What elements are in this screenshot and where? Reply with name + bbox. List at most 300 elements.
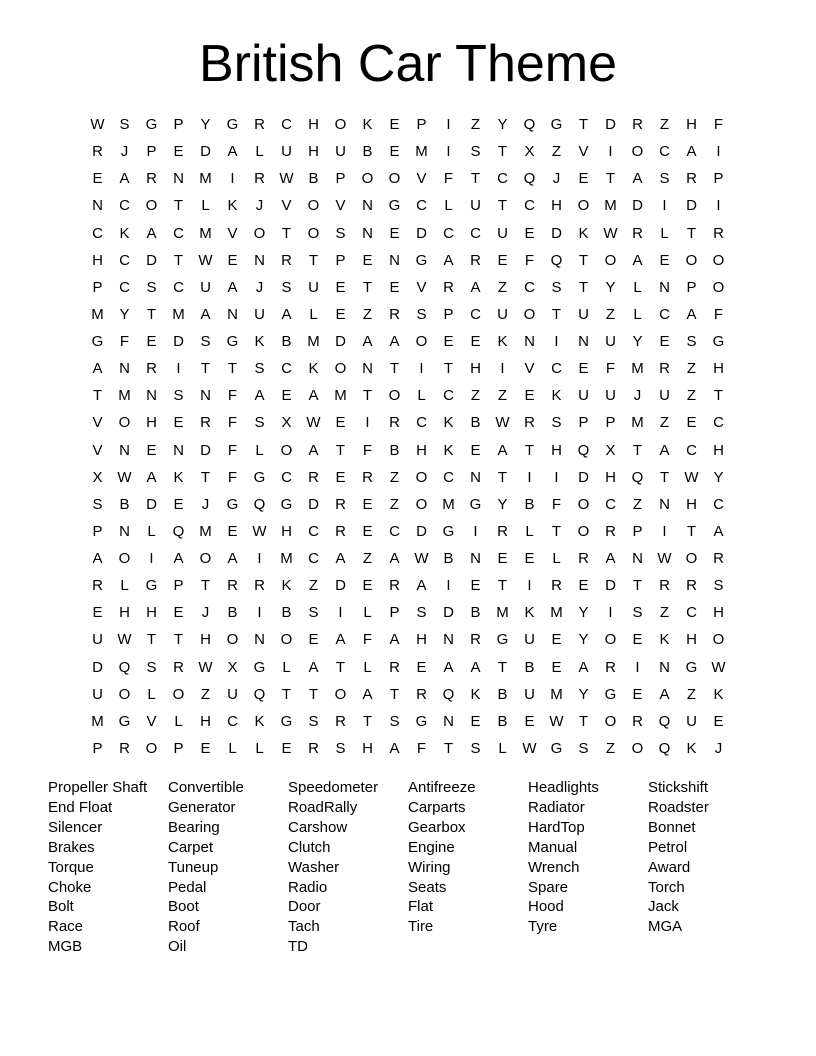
grid-letter[interactable]: V (524, 360, 535, 378)
grid-letter[interactable]: Y (497, 495, 508, 513)
grid-letter[interactable]: C (281, 360, 292, 378)
grid-letter[interactable]: I (230, 170, 235, 188)
grid-letter[interactable]: D (200, 441, 211, 459)
grid-letter[interactable]: C (281, 468, 292, 486)
grid-letter[interactable]: T (308, 251, 319, 269)
grid-letter[interactable]: S (551, 414, 562, 432)
grid-letter[interactable]: E (659, 251, 670, 269)
grid-letter[interactable]: M (415, 143, 428, 161)
grid-letter[interactable]: Q (631, 468, 644, 486)
grid-letter[interactable]: U (92, 631, 103, 649)
grid-letter[interactable]: C (281, 116, 292, 133)
grid-letter[interactable]: R (254, 170, 265, 188)
grid-letter[interactable]: R (146, 360, 157, 378)
grid-letter[interactable]: M (604, 197, 617, 215)
grid-letter[interactable]: B (470, 414, 481, 432)
grid-letter[interactable]: A (335, 550, 346, 567)
grid-letter[interactable]: H (119, 604, 130, 622)
grid-letter[interactable]: S (416, 604, 427, 622)
grid-letter[interactable]: E (497, 550, 508, 567)
grid-letter[interactable]: D (416, 522, 427, 540)
grid-letter[interactable]: L (525, 522, 534, 540)
grid-letter[interactable]: A (92, 360, 103, 378)
grid-letter[interactable]: L (363, 604, 372, 622)
grid-letter[interactable]: H (713, 604, 724, 622)
grid-letter[interactable]: R (497, 522, 508, 540)
grid-letter[interactable]: P (92, 522, 103, 540)
grid-letter[interactable]: T (281, 224, 292, 242)
grid-letter[interactable]: R (308, 468, 319, 486)
grid-letter[interactable]: E (335, 278, 346, 296)
grid-letter[interactable]: G (469, 495, 482, 513)
grid-letter[interactable]: H (416, 441, 427, 459)
grid-letter[interactable]: F (227, 468, 238, 486)
grid-letter[interactable]: O (523, 305, 536, 323)
grid-letter[interactable]: K (308, 360, 319, 378)
grid-letter[interactable]: F (605, 360, 616, 378)
grid-letter[interactable]: F (227, 414, 238, 432)
grid-letter[interactable]: B (470, 604, 481, 622)
grid-letter[interactable]: H (713, 360, 724, 378)
grid-letter[interactable]: R (632, 224, 643, 242)
grid-letter[interactable]: A (227, 143, 238, 161)
grid-letter[interactable]: O (631, 143, 644, 161)
grid-letter[interactable]: R (524, 414, 535, 432)
grid-letter[interactable]: P (686, 278, 697, 296)
grid-letter[interactable]: Z (362, 305, 373, 323)
grid-letter[interactable]: S (470, 143, 481, 161)
grid-letter[interactable]: W (522, 739, 537, 757)
grid-letter[interactable]: C (92, 224, 103, 242)
grid-letter[interactable]: E (362, 495, 373, 513)
grid-letter[interactable]: P (92, 278, 103, 296)
grid-letter[interactable]: R (551, 577, 562, 595)
grid-letter[interactable]: A (389, 739, 400, 757)
grid-letter[interactable]: T (362, 278, 373, 296)
grid-letter[interactable]: W (495, 414, 510, 432)
grid-letter[interactable]: W (711, 658, 726, 676)
grid-letter[interactable]: I (446, 116, 451, 133)
grid-letter[interactable]: E (281, 739, 292, 757)
grid-letter[interactable]: B (281, 604, 292, 622)
grid-letter[interactable]: R (632, 712, 643, 730)
grid-letter[interactable]: G (226, 116, 239, 133)
grid-letter[interactable]: Y (119, 305, 130, 323)
grid-letter[interactable]: B (227, 604, 238, 622)
grid-letter[interactable]: D (443, 604, 454, 622)
grid-letter[interactable]: O (199, 550, 212, 567)
grid-letter[interactable]: G (388, 197, 401, 215)
grid-letter[interactable]: T (578, 251, 589, 269)
grid-letter[interactable]: A (92, 550, 103, 567)
grid-letter[interactable]: E (470, 712, 481, 730)
grid-letter[interactable]: A (389, 631, 400, 649)
grid-letter[interactable]: Q (172, 522, 185, 540)
grid-letter[interactable]: C (443, 468, 454, 486)
grid-letter[interactable]: H (200, 631, 211, 649)
grid-letter[interactable]: G (253, 468, 266, 486)
grid-letter[interactable]: P (173, 116, 184, 133)
grid-letter[interactable]: K (686, 739, 697, 757)
grid-letter[interactable]: J (552, 170, 561, 188)
grid-letter[interactable]: M (334, 387, 347, 405)
grid-letter[interactable]: I (500, 360, 505, 378)
grid-letter[interactable]: H (416, 631, 427, 649)
grid-letter[interactable]: W (549, 712, 564, 730)
grid-letter[interactable]: U (281, 143, 292, 161)
grid-letter[interactable]: D (632, 197, 643, 215)
grid-letter[interactable]: G (145, 116, 158, 133)
grid-letter[interactable]: Y (605, 278, 616, 296)
grid-letter[interactable]: E (281, 387, 292, 405)
grid-letter[interactable]: W (279, 170, 294, 188)
grid-letter[interactable]: P (389, 604, 400, 622)
grid-letter[interactable]: J (255, 197, 264, 215)
grid-letter[interactable]: T (281, 685, 292, 703)
grid-letter[interactable]: L (417, 387, 426, 405)
grid-letter[interactable]: Z (362, 550, 373, 567)
grid-letter[interactable]: D (686, 197, 697, 215)
grid-letter[interactable]: S (389, 712, 400, 730)
grid-letter[interactable]: G (253, 658, 266, 676)
grid-letter[interactable]: R (713, 224, 724, 242)
grid-letter[interactable]: D (308, 495, 319, 513)
grid-letter[interactable]: A (119, 170, 130, 188)
grid-letter[interactable]: Q (658, 739, 671, 757)
grid-letter[interactable]: H (308, 143, 319, 161)
grid-letter[interactable]: Y (578, 631, 589, 649)
grid-letter[interactable]: N (659, 658, 670, 676)
grid-letter[interactable]: A (578, 658, 589, 676)
grid-letter[interactable]: Y (713, 468, 724, 486)
grid-letter[interactable]: E (173, 604, 184, 622)
grid-letter[interactable]: O (388, 387, 401, 405)
grid-letter[interactable]: C (389, 522, 400, 540)
grid-letter[interactable]: C (659, 143, 670, 161)
grid-letter[interactable]: P (173, 577, 184, 595)
grid-letter[interactable]: L (174, 712, 183, 730)
grid-letter[interactable]: A (686, 143, 697, 161)
grid-letter[interactable]: J (255, 278, 264, 296)
grid-letter[interactable]: E (389, 224, 400, 242)
grid-letter[interactable]: L (444, 197, 453, 215)
grid-letter[interactable]: V (416, 170, 427, 188)
grid-letter[interactable]: E (146, 333, 157, 350)
grid-letter[interactable]: K (281, 577, 292, 595)
grid-letter[interactable]: A (389, 333, 400, 350)
grid-letter[interactable]: A (200, 305, 211, 323)
grid-letter[interactable]: W (684, 468, 699, 486)
grid-letter[interactable]: E (335, 305, 346, 323)
grid-letter[interactable]: E (470, 333, 481, 350)
grid-letter[interactable]: I (635, 658, 640, 676)
grid-letter[interactable]: A (173, 550, 184, 567)
grid-letter[interactable]: N (92, 197, 103, 215)
grid-letter[interactable]: T (551, 522, 562, 540)
grid-letter[interactable]: E (227, 251, 238, 269)
grid-letter[interactable]: E (686, 414, 697, 432)
grid-letter[interactable]: L (228, 739, 237, 757)
grid-letter[interactable]: J (201, 495, 210, 513)
grid-letter[interactable]: E (659, 333, 670, 350)
grid-letter[interactable]: M (442, 495, 455, 513)
grid-letter[interactable]: A (362, 333, 373, 350)
grid-letter[interactable]: U (578, 305, 589, 323)
grid-letter[interactable]: Z (659, 414, 670, 432)
grid-letter[interactable]: Z (659, 604, 670, 622)
grid-letter[interactable]: O (712, 278, 725, 296)
grid-letter[interactable]: K (227, 197, 238, 215)
grid-letter[interactable]: R (200, 414, 211, 432)
grid-letter[interactable]: T (578, 712, 589, 730)
grid-letter[interactable]: F (227, 441, 238, 459)
grid-letter[interactable]: O (280, 631, 293, 649)
grid-letter[interactable]: O (118, 550, 131, 567)
grid-letter[interactable]: L (633, 305, 642, 323)
grid-letter[interactable]: E (632, 685, 643, 703)
grid-letter[interactable]: B (389, 441, 400, 459)
grid-letter[interactable]: N (362, 360, 373, 378)
grid-letter[interactable]: H (92, 251, 103, 269)
grid-letter[interactable]: A (443, 251, 454, 269)
grid-letter[interactable]: Z (551, 143, 562, 161)
grid-letter[interactable]: H (686, 631, 697, 649)
grid-letter[interactable]: O (280, 441, 293, 459)
grid-letter[interactable]: T (578, 116, 589, 133)
grid-letter[interactable]: U (227, 685, 238, 703)
grid-letter[interactable]: I (662, 522, 667, 540)
grid-letter[interactable]: E (227, 522, 238, 540)
grid-letter[interactable]: U (92, 685, 103, 703)
grid-letter[interactable]: M (496, 604, 509, 622)
grid-letter[interactable]: F (713, 116, 724, 133)
grid-letter[interactable]: R (173, 658, 184, 676)
grid-letter[interactable]: R (470, 251, 481, 269)
grid-letter[interactable]: I (446, 143, 451, 161)
grid-letter[interactable]: S (146, 658, 157, 676)
grid-letter[interactable]: R (686, 577, 697, 595)
grid-letter[interactable]: F (227, 387, 238, 405)
grid-letter[interactable]: H (686, 495, 697, 513)
grid-letter[interactable]: T (335, 658, 346, 676)
grid-letter[interactable]: O (172, 685, 185, 703)
grid-letter[interactable]: J (201, 604, 210, 622)
grid-letter[interactable]: M (91, 305, 104, 323)
grid-letter[interactable]: Y (200, 116, 211, 133)
grid-letter[interactable]: B (497, 712, 508, 730)
grid-letter[interactable]: Z (497, 387, 508, 405)
grid-letter[interactable]: F (443, 170, 454, 188)
grid-letter[interactable]: T (146, 631, 157, 649)
grid-letter[interactable]: U (254, 305, 265, 323)
grid-letter[interactable]: R (578, 550, 589, 567)
grid-letter[interactable]: H (281, 522, 292, 540)
grid-letter[interactable]: L (282, 658, 291, 676)
grid-letter[interactable]: L (255, 739, 264, 757)
grid-letter[interactable]: U (335, 143, 346, 161)
grid-letter[interactable]: Z (686, 685, 697, 703)
grid-letter[interactable]: E (200, 739, 211, 757)
grid-letter[interactable]: C (497, 170, 508, 188)
grid-letter[interactable]: H (686, 116, 697, 133)
grid-letter[interactable]: O (118, 414, 131, 432)
grid-letter[interactable]: L (147, 522, 156, 540)
grid-letter[interactable]: S (335, 224, 346, 242)
grid-letter[interactable]: T (551, 305, 562, 323)
grid-letter[interactable]: F (551, 495, 562, 513)
grid-letter[interactable]: E (524, 550, 535, 567)
grid-letter[interactable]: V (578, 143, 589, 161)
grid-letter[interactable]: C (119, 197, 130, 215)
grid-letter[interactable]: U (497, 224, 508, 242)
grid-letter[interactable]: A (605, 550, 616, 567)
grid-letter[interactable]: A (308, 658, 319, 676)
grid-letter[interactable]: L (120, 577, 129, 595)
grid-letter[interactable]: Z (470, 116, 481, 133)
grid-letter[interactable]: J (633, 387, 642, 405)
grid-letter[interactable]: D (173, 333, 184, 350)
grid-letter[interactable]: E (551, 658, 562, 676)
grid-letter[interactable]: I (662, 197, 667, 215)
grid-letter[interactable]: N (227, 305, 238, 323)
grid-letter[interactable]: C (119, 251, 130, 269)
grid-letter[interactable]: E (92, 170, 103, 188)
grid-letter[interactable]: V (335, 197, 346, 215)
grid-letter[interactable]: T (497, 658, 508, 676)
grid-letter[interactable]: Z (308, 577, 319, 595)
grid-letter[interactable]: N (659, 495, 670, 513)
grid-letter[interactable]: E (497, 251, 508, 269)
grid-letter[interactable]: T (146, 305, 157, 323)
grid-letter[interactable]: Q (442, 685, 455, 703)
grid-letter[interactable]: W (198, 251, 213, 269)
grid-letter[interactable]: A (443, 658, 454, 676)
grid-letter[interactable]: O (577, 522, 590, 540)
grid-letter[interactable]: T (200, 577, 211, 595)
grid-letter[interactable]: E (578, 577, 589, 595)
grid-letter[interactable]: T (686, 522, 697, 540)
grid-letter[interactable]: A (335, 631, 346, 649)
grid-letter[interactable]: S (335, 739, 346, 757)
grid-letter[interactable]: I (608, 143, 613, 161)
grid-letter[interactable]: R (389, 658, 400, 676)
grid-letter[interactable]: R (632, 116, 643, 133)
grid-letter[interactable]: I (338, 604, 343, 622)
grid-letter[interactable]: S (92, 495, 103, 513)
grid-letter[interactable]: C (308, 550, 319, 567)
grid-letter[interactable]: A (659, 441, 670, 459)
grid-letter[interactable]: R (254, 116, 265, 133)
grid-letter[interactable]: E (443, 333, 454, 350)
grid-letter[interactable]: U (524, 685, 535, 703)
grid-letter[interactable]: I (176, 360, 181, 378)
grid-letter[interactable]: U (578, 387, 589, 405)
grid-letter[interactable]: O (577, 197, 590, 215)
grid-letter[interactable]: E (173, 495, 184, 513)
grid-letter[interactable]: R (659, 360, 670, 378)
grid-letter[interactable]: C (713, 414, 724, 432)
grid-letter[interactable]: T (443, 360, 454, 378)
grid-letter[interactable]: D (605, 116, 616, 133)
grid-letter[interactable]: D (605, 577, 616, 595)
grid-letter[interactable]: S (308, 604, 319, 622)
grid-letter[interactable]: R (281, 251, 292, 269)
grid-letter[interactable]: T (227, 360, 238, 378)
grid-letter[interactable]: W (90, 116, 105, 133)
grid-letter[interactable]: E (389, 278, 400, 296)
grid-letter[interactable]: C (524, 197, 535, 215)
grid-letter[interactable]: K (578, 224, 589, 242)
grid-letter[interactable]: H (308, 116, 319, 133)
grid-letter[interactable]: O (685, 550, 698, 567)
grid-letter[interactable]: B (308, 170, 319, 188)
grid-letter[interactable]: E (362, 577, 373, 595)
grid-letter[interactable]: H (470, 360, 481, 378)
grid-letter[interactable]: R (713, 550, 724, 567)
grid-letter[interactable]: X (524, 143, 535, 161)
grid-letter[interactable]: F (362, 441, 373, 459)
grid-letter[interactable]: C (605, 495, 616, 513)
grid-letter[interactable]: C (416, 197, 427, 215)
grid-letter[interactable]: E (713, 712, 724, 730)
grid-letter[interactable]: O (334, 685, 347, 703)
grid-letter[interactable]: H (200, 712, 211, 730)
grid-letter[interactable]: G (550, 116, 563, 133)
grid-letter[interactable]: T (362, 712, 373, 730)
grid-letter[interactable]: M (307, 333, 320, 350)
grid-letter[interactable]: D (92, 658, 103, 676)
grid-letter[interactable]: T (389, 360, 400, 378)
grid-letter[interactable]: D (578, 468, 589, 486)
grid-letter[interactable]: P (146, 143, 157, 161)
grid-letter[interactable]: H (362, 739, 373, 757)
grid-letter[interactable]: A (308, 441, 319, 459)
grid-letter[interactable]: O (604, 712, 617, 730)
grid-letter[interactable]: T (713, 387, 724, 405)
grid-letter[interactable]: W (117, 468, 132, 486)
grid-letter[interactable]: E (146, 441, 157, 459)
grid-letter[interactable]: R (335, 522, 346, 540)
grid-letter[interactable]: G (118, 712, 131, 730)
grid-letter[interactable]: Y (497, 116, 508, 133)
grid-letter[interactable]: S (146, 278, 157, 296)
grid-letter[interactable]: L (633, 278, 642, 296)
grid-letter[interactable]: G (685, 658, 698, 676)
grid-letter[interactable]: N (254, 631, 265, 649)
grid-letter[interactable]: E (524, 387, 535, 405)
grid-letter[interactable]: D (335, 333, 346, 350)
grid-letter[interactable]: N (578, 333, 589, 350)
grid-letter[interactable]: E (416, 658, 427, 676)
grid-letter[interactable]: C (173, 224, 184, 242)
grid-letter[interactable]: B (281, 333, 292, 350)
grid-letter[interactable]: S (254, 414, 265, 432)
grid-letter[interactable]: O (334, 116, 347, 133)
grid-letter[interactable]: O (415, 468, 428, 486)
grid-letter[interactable]: W (603, 224, 618, 242)
grid-letter[interactable]: E (335, 468, 346, 486)
grid-letter[interactable]: P (578, 414, 589, 432)
grid-letter[interactable]: R (254, 577, 265, 595)
grid-letter[interactable]: H (146, 604, 157, 622)
grid-letter[interactable]: R (389, 414, 400, 432)
grid-letter[interactable]: C (659, 305, 670, 323)
grid-letter[interactable]: P (416, 116, 427, 133)
grid-letter[interactable]: S (686, 333, 697, 350)
grid-letter[interactable]: A (362, 685, 373, 703)
grid-letter[interactable]: L (201, 197, 210, 215)
grid-letter[interactable]: H (146, 414, 157, 432)
